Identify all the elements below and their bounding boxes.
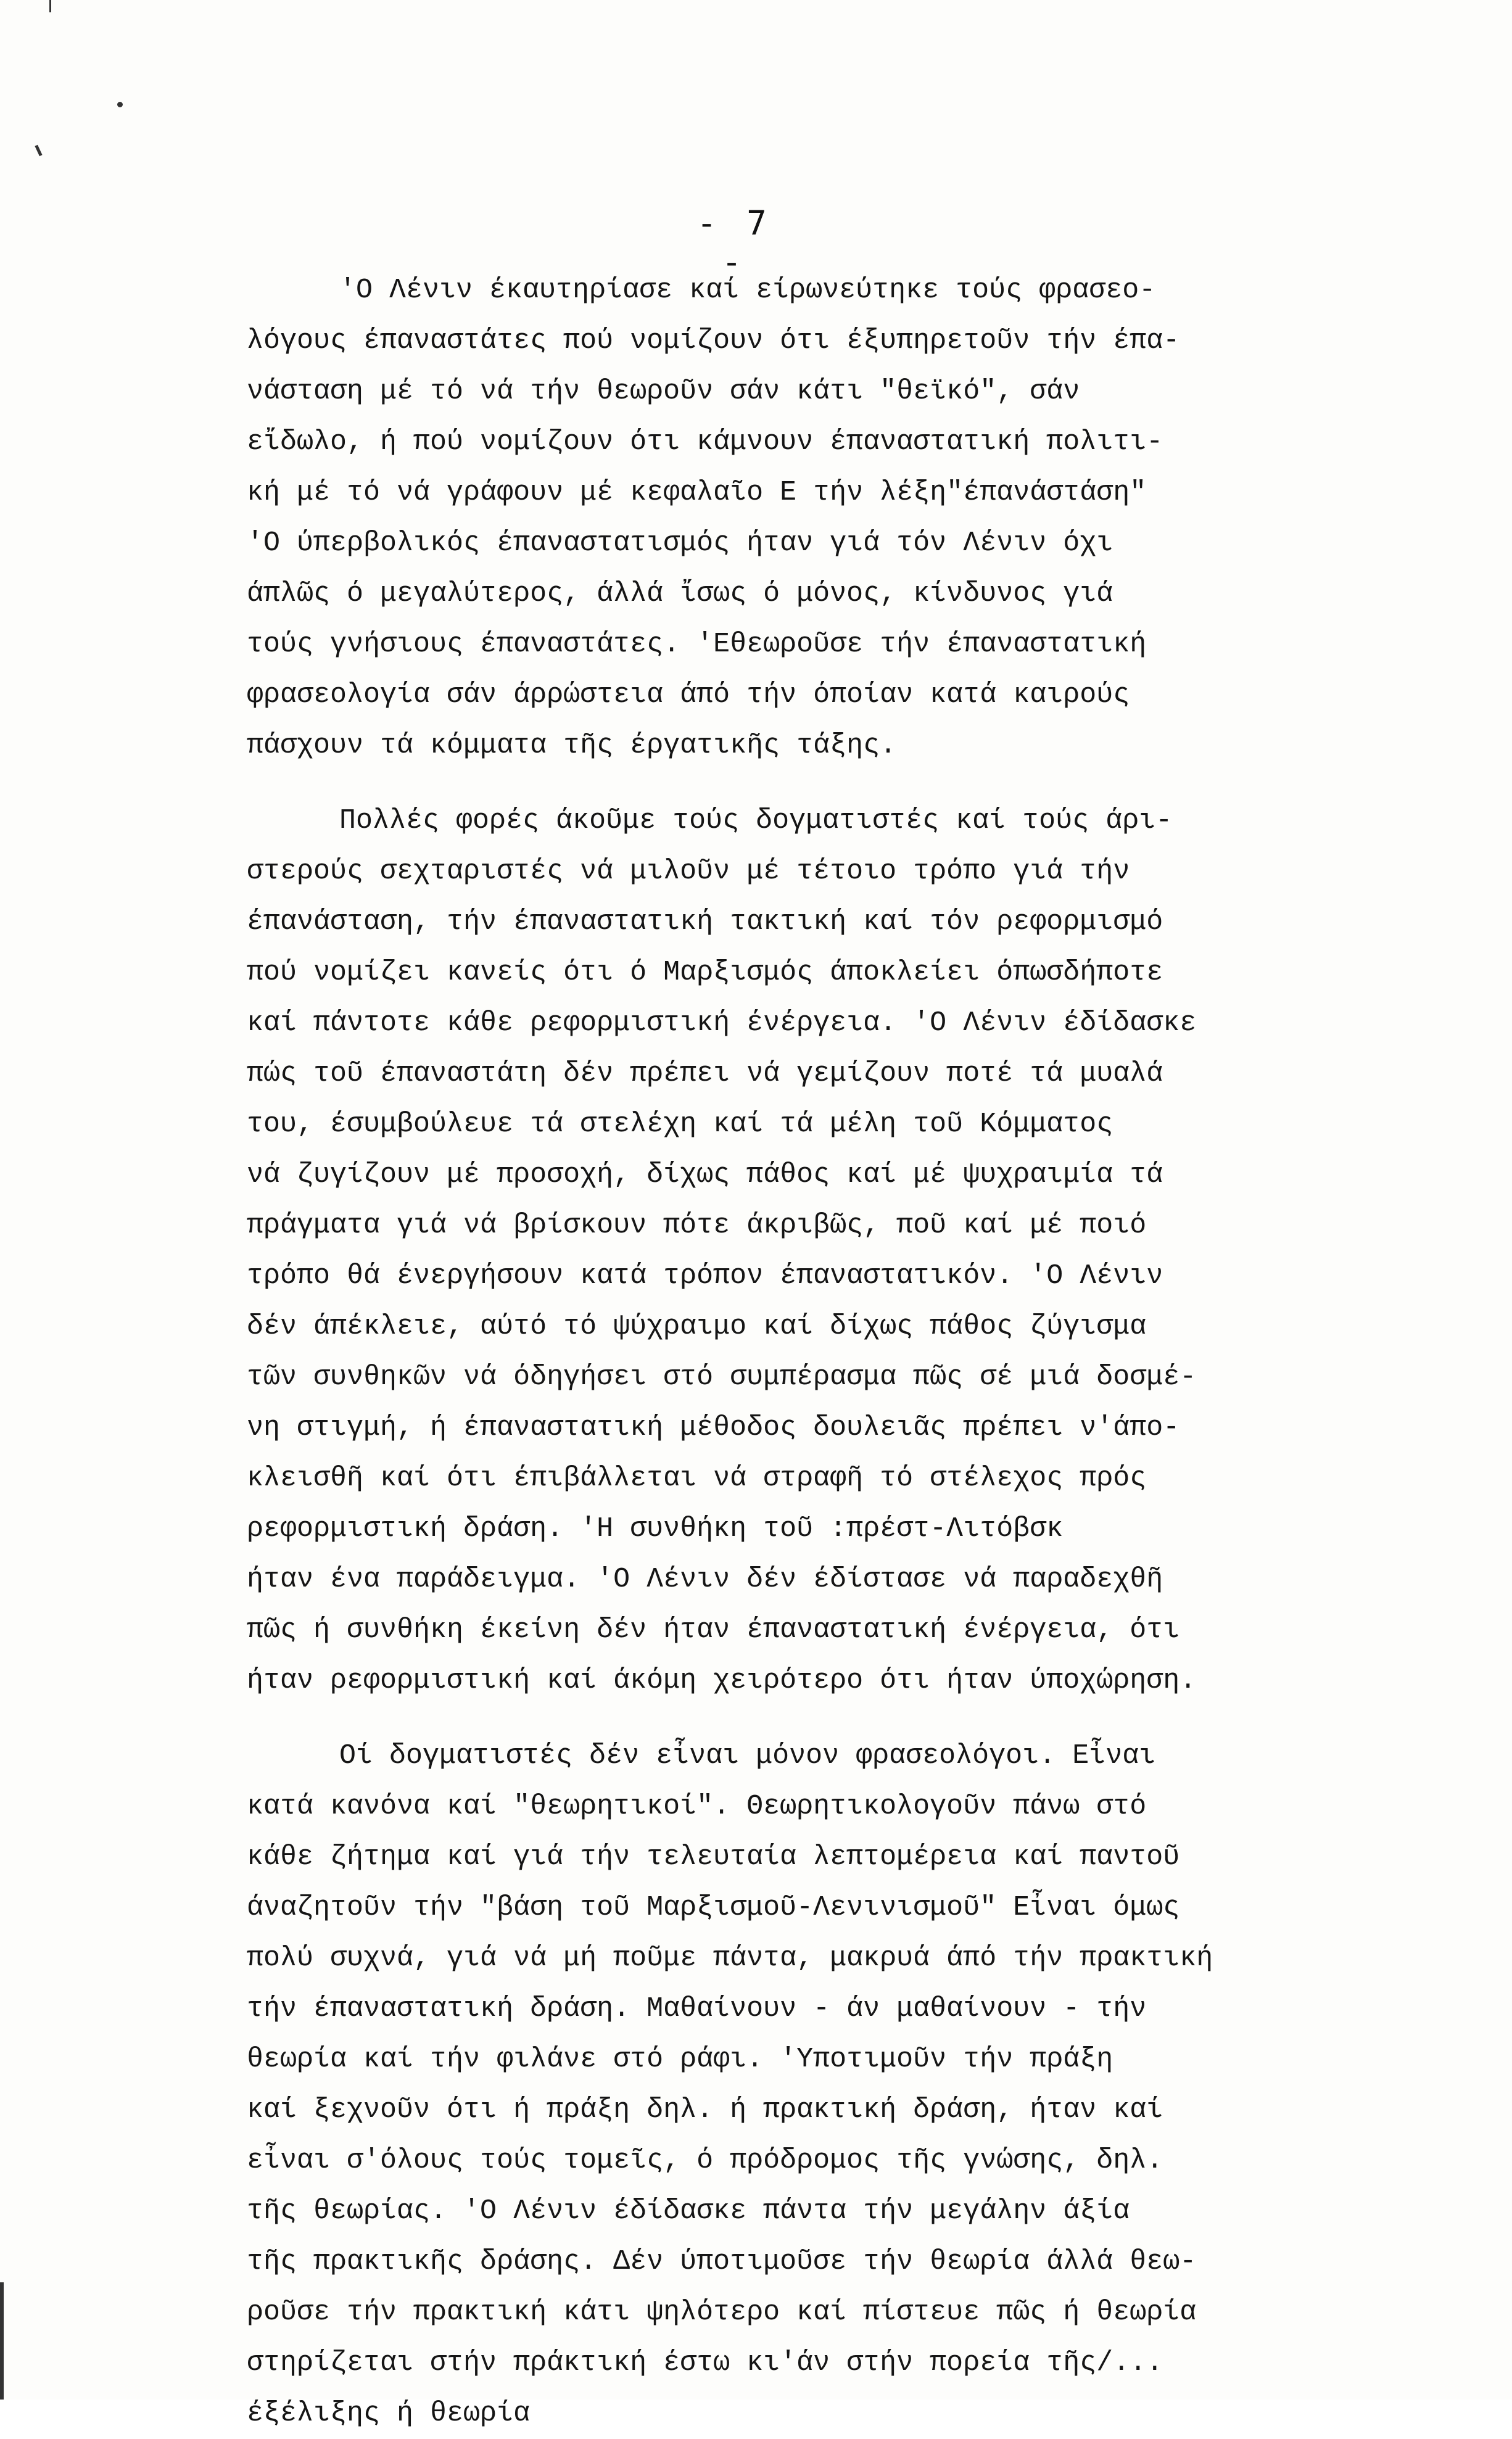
- text-line: κατά κανόνα καί "θεωρητικοί". Θεωρητικολογοῦν πάνω στό: [247, 1791, 1147, 1822]
- text-line: 'Ο Λένιν έκαυτηρίασε καί είρωνεύτηκε τούς φρασεο-: [339, 274, 1156, 306]
- text-line: τῆς πρακτικῆς δράσης. Δέν ύποτιμοῦσε τήν θεωρία άλλά θεω-: [247, 2246, 1197, 2277]
- margin-mark: [0, 2282, 4, 2400]
- text-line: κάθε ζήτημα καί γιά τήν τελευταία λεπτομέρεια καί παντοῦ: [247, 1841, 1180, 1873]
- text-line: τρόπο θά ένεργήσουν κατά τρόπον έπαναστατικόν. 'Ο Λένιν: [247, 1260, 1163, 1292]
- text-line: πάσχουν τά κόμματα τῆς έργατικῆς τάξης.: [247, 730, 897, 761]
- text-line: ήταν ένα παράδειγμα. 'Ο Λένιν δέν έδίστασε νά παραδεχθῆ: [247, 1564, 1163, 1595]
- text-line: ήταν ρεφορμιστική καί άκόμη χειρότερο ότι ήταν ύποχώρηση.: [247, 1665, 1197, 1696]
- text-line: πῶς ή συνθήκη έκείνη δέν ήταν έπαναστατική ένέργεια, ότι: [247, 1614, 1180, 1646]
- body-text: [247, 265, 1369, 2439]
- text-line: φρασεολογία σάν άρρώστεια άπό τήν όποίαν κατά καιρούς: [247, 679, 1130, 711]
- text-line: έξέλιξης ή θεωρία: [247, 2398, 531, 2429]
- text-line: ρεφορμιστική δράση. 'Η συνθήκη τοῦ :πρέστ-Λιτόβσκ: [247, 1513, 1064, 1545]
- text-line: πράγματα γιά νά βρίσκουν πότε άκριβῶς, ποῦ καί μέ ποιό: [247, 1210, 1147, 1241]
- text-line: νη στιγμή, ή έπαναστατική μέθοδος δουλειᾶς πρέπει ν'άπο-: [247, 1412, 1180, 1443]
- text-line: Πολλές φορές άκοῦμε τούς δογματιστές καί τούς άρι-: [339, 805, 1173, 836]
- text-line: τήν έπαναστατική δράση. Μαθαίνουν - άν μαθαίνουν - τήν: [247, 1993, 1147, 2024]
- text-line: λόγους έπαναστάτες πού νομίζουν ότι έξυπηρετοῦν τήν έπα-: [247, 325, 1180, 357]
- text-line: κλεισθῆ καί ότι έπιβάλλεται νά στραφῆ τό στέλεχος πρός: [247, 1463, 1147, 1494]
- text-line: ροῦσε τήν πρακτική κάτι ψηλότερο καί πίστευε πῶς ή θεωρία: [247, 2297, 1197, 2328]
- paragraph: [247, 796, 1369, 1706]
- text-line: πολύ συχνά, γιά νά μή ποῦμε πάντα, μακρυά άπό τήν πρακτική: [247, 1942, 1213, 1974]
- text-line: Οί δογματιστές δέν εἶναι μόνον φρασεολόγοι. Εἶναι: [339, 1740, 1156, 1772]
- text-line: θεωρία καί τήν φιλάνε στό ράφι. 'Υποτιμοῦν τήν πράξη: [247, 2044, 1113, 2075]
- text-line: καί πάντοτε κάθε ρεφορμιστική ένέργεια. 'Ο Λένιν έδίδασκε: [247, 1007, 1197, 1039]
- page-number: - 7 -: [696, 204, 772, 281]
- text-line: καί ξεχνοῦν ότι ή πράξη δηλ. ή πρακτική δράση, ήταν καί: [247, 2094, 1163, 2126]
- paragraph: [247, 265, 1369, 771]
- text-line: του, έσυμβούλευε τά στελέχη καί τά μέλη τοῦ Κόμματος: [247, 1108, 1113, 1140]
- text-line: άπλῶς ό μεγαλύτερος, άλλά ἴσως ό μόνος, κίνδυνος γιά: [247, 578, 1113, 609]
- text-line: νάσταση μέ τό νά τήν θεωροῦν σάν κάτι "θεϊκό", σάν: [247, 376, 1080, 407]
- text-line: εἶναι σ'όλους τούς τομεῖς, ό πρόδρομος τῆς γνώσης, δηλ.: [247, 2145, 1163, 2176]
- text-line: εἴδωλο, ή πού νομίζουν ότι κάμνουν έπαναστατική πολιτι-: [247, 426, 1163, 458]
- text-line: πού νομίζει κανείς ότι ό Μαρξισμός άποκλείει όπωσδήποτε: [247, 957, 1163, 988]
- text-line: τῆς θεωρίας. 'Ο Λένιν έδίδασκε πάντα τήν μεγάλην άξία: [247, 2195, 1130, 2227]
- text-line: κή μέ τό νά γράφουν μέ κεφαλαῖο Ε τήν λέξη"έπανάστάση": [247, 477, 1147, 508]
- text-line: νά ζυγίζουν μέ προσοχή, δίχως πάθος καί μέ ψυχραιμία τά: [247, 1159, 1163, 1191]
- margin-mark: [117, 102, 123, 107]
- text-line: στερούς σεχταριστές νά μιλοῦν μέ τέτοιο τρόπο γιά τήν: [247, 856, 1130, 887]
- text-line: άναζητοῦν τήν "βάση τοῦ Μαρξισμοῦ-Λενινισμοῦ" Εἶναι όμως: [247, 1892, 1180, 1923]
- text-line: τούς γνήσιους έπαναστάτες. 'Εθεωροῦσε τήν έπαναστατική: [247, 629, 1147, 660]
- text-line: πώς τοῦ έπαναστάτη δέν πρέπει νά γεμίζουν ποτέ τά μυαλά: [247, 1058, 1163, 1089]
- text-line: τῶν συνθηκῶν νά όδηγήσει στό συμπέρασμα πῶς σέ μιά δοσμέ-: [247, 1361, 1197, 1393]
- margin-mark: [35, 145, 42, 156]
- text-line: 'Ο ύπερβολικός έπαναστατισμός ήταν γιά τόν Λένιν όχι: [247, 527, 1113, 559]
- paragraph: [247, 1731, 1369, 2439]
- margin-mark: [49, 0, 51, 12]
- text-line: δέν άπέκλειε, αύτό τό ψύχραιμο καί δίχως πάθος ζύγισμα: [247, 1311, 1147, 1342]
- text-line: στηρίζεται στήν πράκτική έστω κι'άν στήν πορεία τῆς/...: [247, 2347, 1163, 2379]
- text-line: έπανάσταση, τήν έπαναστατική τακτική καί τόν ρεφορμισμό: [247, 906, 1163, 938]
